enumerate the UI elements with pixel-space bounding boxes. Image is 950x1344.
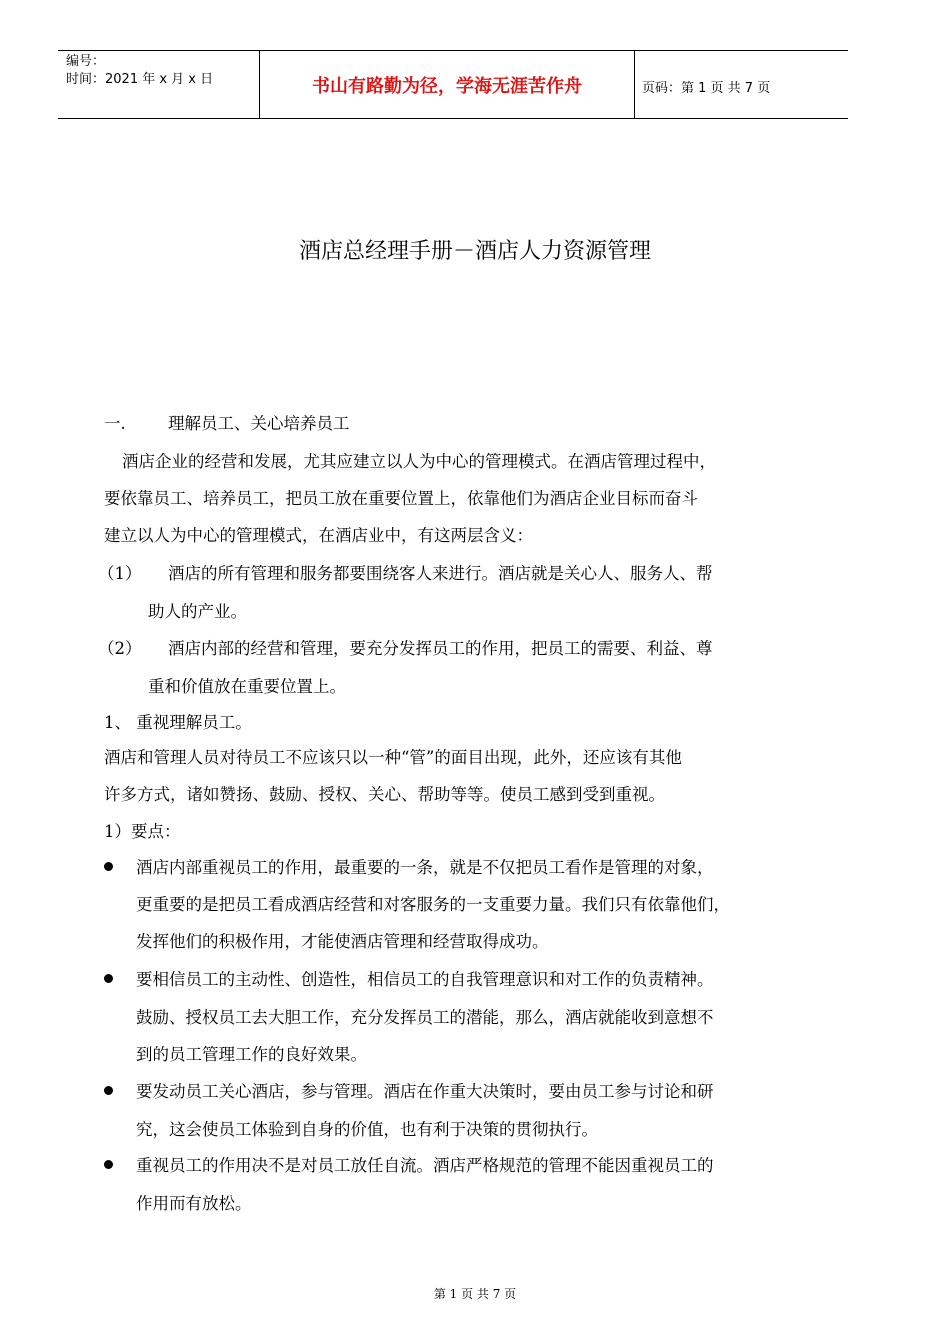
header-motto: 书山有路勤为径，学海无涯苦作舟 xyxy=(312,75,582,97)
bullet-line: 更重要的是把员工看成酒店经营和对客服务的一支重要力量。我们只有依靠他们， xyxy=(136,895,730,914)
subsection-heading: 1、 重视理解员工。 xyxy=(104,713,252,732)
bullet-dot xyxy=(104,1160,113,1169)
list-item-line: 酒店的所有管理和服务都要围绕客人来进行。酒店就是关心人、服务人、帮 xyxy=(168,564,713,583)
number-label: 编号： xyxy=(66,54,106,69)
section-number: 一. xyxy=(104,414,126,433)
list-number: （2） xyxy=(98,639,142,658)
list-item-line: 助人的产业。 xyxy=(148,602,247,621)
bullet-line: 发挥他们的积极作用，才能使酒店管理和经营取得成功。 xyxy=(136,932,549,951)
header-divider xyxy=(634,51,635,118)
bullet-dot xyxy=(104,862,113,871)
paragraph-line: 建立以人为中心的管理模式，在酒店业中，有这两层含义： xyxy=(104,526,533,545)
list-number: （1） xyxy=(98,564,142,583)
points-label: 1）要点： xyxy=(104,822,181,841)
bullet-line: 作用而有放松。 xyxy=(136,1194,252,1213)
document-title: 酒店总经理手册－酒店人力资源管理 xyxy=(298,239,651,264)
header-page-label: 页码：第 1 页 共 7 页 xyxy=(642,81,771,96)
bullet-line: 鼓励、授权员工去大胆工作，充分发挥员工的潜能，那么，酒店就能收到意想不 xyxy=(136,1008,714,1027)
header-meta xyxy=(66,53,213,89)
time-label: 时间：2021 年 x 月 x 日 xyxy=(66,72,214,87)
bullet-line: 究，这会使员工体验到自身的价值，也有利于决策的贯彻执行。 xyxy=(136,1120,598,1139)
list-item-line: 重和价值放在重要位置上。 xyxy=(148,677,346,696)
bullet-line: 重视员工的作用决不是对员工放任自流。酒店严格规范的管理不能因重视员工的 xyxy=(136,1156,714,1175)
paragraph-line: 要依靠员工、培养员工，把员工放在重要位置上，依靠他们为酒店企业目标而奋斗 xyxy=(104,489,698,508)
bullet-dot xyxy=(104,1086,113,1095)
bullet-line: 酒店内部重视员工的作用，最重要的一条，就是不仅把员工看作是管理的对象， xyxy=(136,858,714,877)
header-table xyxy=(58,50,848,119)
page-footer: 第 1 页 共 7 页 xyxy=(433,1287,517,1301)
paragraph-line: 酒店企业的经营和发展，尤其应建立以人为中心的管理模式。在酒店管理过程中， xyxy=(122,452,716,471)
paragraph-line: 许多方式，诸如赞扬、鼓励、授权、关心、帮助等等。使员工感到受到重视。 xyxy=(104,785,665,804)
bullet-line: 要发动员工关心酒店，参与管理。酒店在作重大决策时，要由员工参与讨论和研 xyxy=(136,1082,714,1101)
list-item-line: 酒店内部的经营和管理，要充分发挥员工的作用，把员工的需要、利益、尊 xyxy=(168,639,713,658)
section-heading: 理解员工、关心培养员工 xyxy=(168,414,350,433)
bullet-line: 到的员工管理工作的良好效果。 xyxy=(136,1045,367,1064)
paragraph-line: 酒店和管理人员对待员工不应该只以一种“管”的面目出现，此外，还应该有其他 xyxy=(104,748,682,767)
bullet-dot xyxy=(104,974,113,983)
bullet-line: 要相信员工的主动性、创造性，相信员工的自我管理意识和对工作的负责精神。 xyxy=(136,970,714,989)
